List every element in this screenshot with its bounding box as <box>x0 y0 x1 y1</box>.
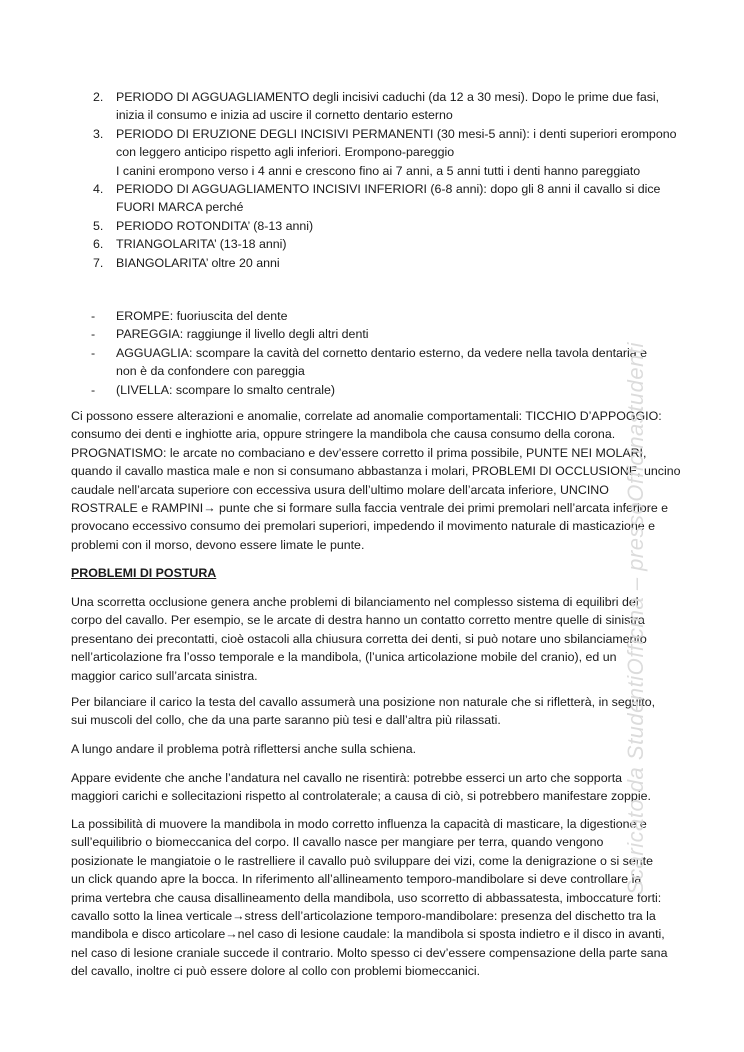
list-number: 3. <box>93 126 104 141</box>
list-number: 2. <box>93 90 104 104</box>
paragraph-line: Ci possono essere alterazioni e anomalie, correlate ad anomalie comportamentali: TICCHIO D’APPOGGIO: <box>71 409 662 423</box>
list-number: 4. <box>93 182 104 197</box>
list-item-text: TRIANGOLARITA’ (13-18 anni) <box>116 237 287 252</box>
list-item-text: non è da confondere con pareggia <box>116 364 305 379</box>
paragraph-gait <box>71 769 683 806</box>
list-item <box>71 381 683 399</box>
list-number: 6. <box>93 237 104 252</box>
list-item <box>71 254 683 272</box>
dash-bullet: - <box>91 345 96 360</box>
list-item-text: BIANGOLARITA’ oltre 20 anni <box>116 255 280 270</box>
paragraph-line: provocano eccessivo consumo dei premolari superiori, impedendo il movimento naturale di masticazione e <box>71 519 656 534</box>
paragraph-line: del cavallo, inoltre ci può essere dolore al collo con problemi biomeccanici. <box>71 964 481 979</box>
paragraph-line: Per bilanciare il carico la testa del cavallo assumerà una posizione non naturale che si rifletterà, in seguito, <box>71 695 656 709</box>
definitions-list <box>71 307 683 399</box>
paragraph-line: nel caso di lesione craniale succede il contrario. Molto spesso ci dev’essere compensazione della parte sana <box>71 945 668 960</box>
list-item-text: (LIVELLA: scompare lo smalto centrale) <box>116 382 335 397</box>
paragraph-line: mandibola e disco articolare→nel caso di lesione caudale: la mandibola si sposta indietro e il disco in avanti, <box>71 927 665 942</box>
paragraph-line: maggior carico sull’arcata sinistra. <box>71 668 258 683</box>
paragraph-line: maggiori carichi e sollecitazioni rispetto al controlaterale; a causa di ciò, si potrebbero manifestare zoppie. <box>71 789 651 804</box>
paragraph-line: corpo del cavallo. Per esempio, se le arcate di destra hanno un contatto corretto mentre quelle di sinistra <box>71 613 645 628</box>
paragraph-line: A lungo andare il problema potrà riflettersi anche sulla schiena. <box>71 742 417 756</box>
list-item-text: FUORI MARCA perché <box>116 200 244 215</box>
paragraph-occlusion <box>71 593 683 685</box>
list-item-text: inizia il consumo e inizia ad uscire il cornetto dentario esterno <box>116 108 453 123</box>
paragraph-line: caudale nell’arcata superiore con eccessiva usura dell’ultimo molare dell’arcata inferiore, UNCINO <box>71 482 609 497</box>
list-number: 7. <box>93 255 104 270</box>
paragraph-line: PROGNATISMO: le arcate no combaciano e dev’essere corretto il prima possibile, PUNTE NEI MOLARI, <box>71 445 647 460</box>
section-heading: PROBLEMI DI POSTURA <box>71 566 217 580</box>
paragraph-line: posizionate le mangiatoie o le rastrelliere il cavallo può sviluppare dei vizi, come la denigrazione o si sente <box>71 853 653 868</box>
list-item <box>71 180 683 217</box>
paragraph-line: Una scorretta occlusione genera anche problemi di bilanciamento nel complesso sistema di equilibri del <box>71 595 639 609</box>
list-item <box>71 235 683 253</box>
paragraph-line: prima vertebra che causa disallineamento della mandibola, uso scorretto di abbassatesta, imboccature forti: <box>71 890 662 905</box>
list-item-text: EROMPE: fuoriuscita del dente <box>116 309 288 323</box>
list-item <box>71 217 683 235</box>
dash-bullet: - <box>91 327 96 342</box>
paragraph-line: un click quando apre la bocca. In riferimento all’allineamento temporo-mandibolare si deve controllare la <box>71 872 642 887</box>
watermark: Scaricato da StudentiOfficina – pressoOfficinastudenti <box>623 342 648 895</box>
dash-bullet: - <box>91 382 96 397</box>
paragraph-line: Appare evidente che anche l’andatura nel cavallo ne risentirà: potrebbe esserci un arto che sopporta <box>71 771 623 785</box>
paragraph-line: problemi con il morso, devono essere limate le punte. <box>71 537 365 552</box>
list-item <box>71 307 683 325</box>
numbered-list <box>71 88 683 272</box>
paragraph-line: ROSTRALE e RAMPINI→ punte che si formare sulla faccia ventrale dei primi premolari nell’arcata inferiore e <box>71 501 669 516</box>
paragraph-line: sui muscoli del collo, che da una parte saranno più tesi e dall’altra più rilassati. <box>71 713 501 728</box>
paragraph-line: cavallo sotto la linea verticale→stress dell’articolazione temporo-mandibolare: presenza del dischetto tra la <box>71 909 656 924</box>
list-item <box>71 325 683 343</box>
list-item-text: PERIODO DI AGGUAGLIAMENTO degli incisivi caduchi (da 12 a 30 mesi). Dopo le prime due fasi, <box>116 90 660 104</box>
paragraph-line: sull’equilibrio o biomeccanica del corpo. Il cavallo nasce per mangiare per terra, quando vengono <box>71 835 604 850</box>
paragraph-line: consumo dei denti e inghiotte aria, oppure stringere la mandibola che causa consumo della corona. <box>71 427 616 442</box>
paragraph-mandible <box>71 815 683 981</box>
list-item <box>71 344 683 381</box>
paragraph-line: presentano dei precontatti, cioè ostacoli alla chiusura corretta dei denti, si può notare uno sbilanciamento <box>71 631 647 646</box>
paragraph-line: La possibilità di muovere la mandibola in modo corretto influenza la capacità di masticare, la digestione e <box>71 817 647 831</box>
list-item-text: con leggero anticipo rispetto agli inferiori. Erompono-pareggio <box>116 145 455 160</box>
paragraph-line: quando il cavallo mastica male e non si consumano abbastanza i molari, PROBLEMI DI OCCLUSIONE, uncino <box>71 464 681 479</box>
list-item-text: PAREGGIA: raggiunge il livello degli altri denti <box>116 327 369 342</box>
list-item-text: I canini erompono verso i 4 anni e crescono fino ai 7 anni, a 5 anni tutti i denti hanno pareggiato <box>116 163 641 178</box>
list-item <box>71 125 683 180</box>
dash-bullet: - <box>91 309 96 323</box>
paragraph-balance <box>71 693 683 730</box>
paragraph-anomalies <box>71 407 683 554</box>
list-item-text: AGGUAGLIA: scompare la cavità del cornetto dentario esterno, da vedere nella tavola dentaria e <box>116 345 648 360</box>
paragraph-back <box>71 740 683 758</box>
list-item-text: PERIODO DI ERUZIONE DEGLI INCISIVI PERMANENTI (30 mesi-5 anni): i denti superiori erompono <box>116 126 677 141</box>
list-item <box>71 88 683 125</box>
list-item-text: PERIODO DI AGGUAGLIAMENTO INCISIVI INFERIORI (6-8 anni): dopo gli 8 anni il cavallo si dice <box>116 182 661 197</box>
paragraph-line: nell’articolazione fra l’osso temporale e la mandibola, (l’unica articolazione mobile del cranio), ed un <box>71 650 617 665</box>
list-item-text: PERIODO ROTONDITA’ (8-13 anni) <box>116 218 314 233</box>
list-number: 5. <box>93 218 104 233</box>
